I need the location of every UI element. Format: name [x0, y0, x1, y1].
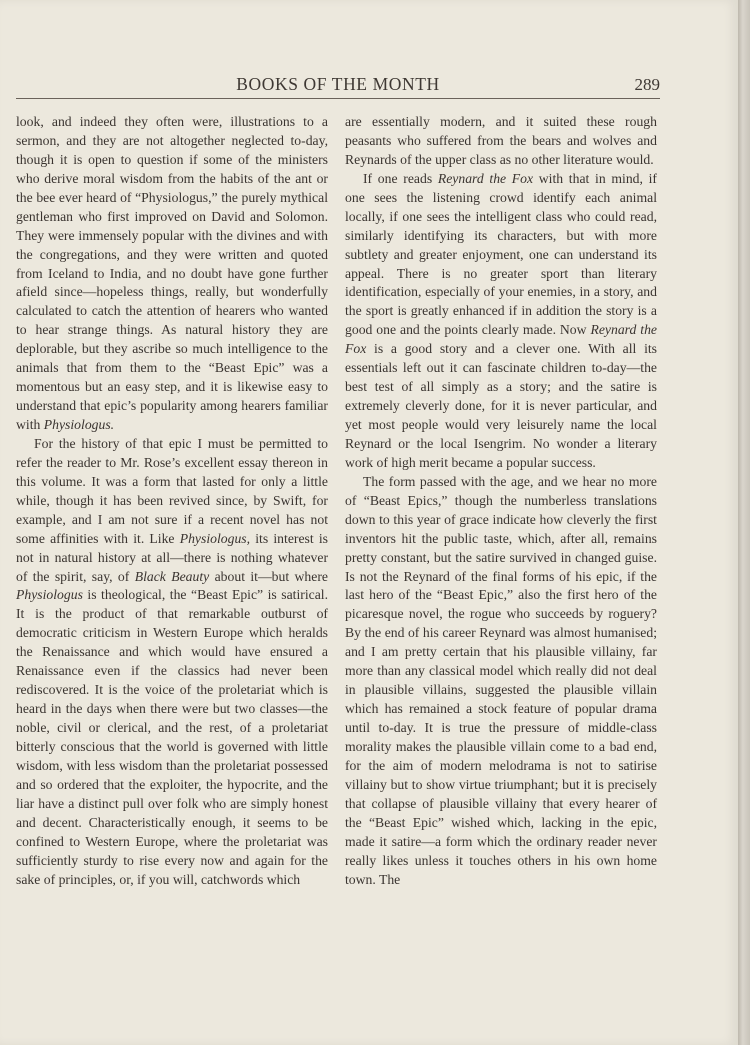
- right-column: [345, 113, 657, 889]
- text-run: its interest is not in natural history at all—there is nothing whatever of the spirit, say, of: [16, 530, 328, 584]
- italic-title: Black Beauty: [134, 568, 210, 584]
- text-run: look, and indeed they often were, illustrations to a sermon, and they are not altogether neglected to-day, though it is open to question if some of the ministers who derive moral wisdom from the habits of the ant or the bee ever heard of “Physiologus,” the purely mythical gentleman who first improved on David and Solomon. They were immensely popular with the divines and with the congregations, and they were written and quoted from Iceland to India, and no doubt have gone further afield since—hopeless things, really, but wonderfully calculated to catch the attention of hearers who wanted to hear strange things. As natural history they are deplorable, but they ascribe so much intelligence to the animals that from them to the “Beast Epic” was a momentous but an easy step, and it is likewise easy to understand that epic’s popularity among hearers familiar with: [16, 114, 328, 432]
- running-title: BOOKS OF THE MONTH: [236, 74, 440, 94]
- paragraph: [345, 473, 657, 890]
- paragraph: [16, 113, 328, 435]
- italic-title: Physiologus,: [179, 530, 251, 546]
- text-run: For the history of that epic I must be permitted to refer the reader to Mr. Rose’s excellent essay thereon in this volume. It was a form that lasted for only a little while, though it has been revived since, by Swift, for example, and I am not sure if a recent novel has not some affinities with it. Like: [16, 435, 328, 546]
- paragraph: [16, 435, 328, 890]
- text-run: is theological, the “Beast Epic” is satirical. It is the product of that remarkable outburst of democratic criticism in Western Europe which heralds the Renaissance and which would have ensured a Renaissance even if the classics had never been rediscovered. It is the voice of the proletariat which is heard in the days when there were but two classes—the noble, civil or clerical, and the rest, of a proletariat bitterly conscious that the world is governed with little wisdom, with less wisdom than the proletariat possessed and so ordered that the exploiter, the hypocrite, and the liar have a distinct pull over folk who are simply honest and decent. Characteristically enough, it seems to be confined to Western Europe, where the proletariat was sufficiently sturdy to rise every now and again for the sake of principles, or, if you will, catchwords which: [16, 587, 328, 887]
- text-run: with that in mind, if one sees the listening crowd identify each animal locally, if one sees the intelligent class who could read, similarly identifying its characters, but with more subtlety and greater enjoyment, one can understand its appeal. There is no greater sport than literary identification, especially of your enemies, in a story, and the sport is greatly enhanced if in addition the story is a good one and the points clearly made. Now: [345, 170, 657, 338]
- page-edge: [738, 0, 750, 1045]
- italic-title: Reynard the Fox: [345, 322, 657, 357]
- text-run: about it—but where: [209, 568, 328, 584]
- italic-title: Reynard the Fox: [437, 170, 534, 186]
- left-column: [16, 113, 328, 889]
- paragraph: [345, 113, 657, 170]
- italic-title: Physiologus.: [43, 417, 115, 432]
- text-run: is a good story and a clever one. With all its essentials left out it can fascinate children to-day—the best test of all simply as a story; and the satire is extremely cleverly done, for it is never particular, and yet most people would very leisurely name the local Reynard or the local Isengrim. No wonder a literary work of high merit became a popular success.: [345, 341, 657, 470]
- italic-title: Physiologus: [16, 587, 83, 603]
- page-number: 289: [634, 75, 660, 94]
- text-run: The form passed with the age, and we hear no more of “Beast Epics,” though the numberless translations down to this year of grace indicate how cleverly the first inventors hit the public taste, which, after all, remains pretty constant, but the satire survived in changed guise. Is not the Reynard of the final forms of his epic, if the last hero of the “Beast Epic,” also the first hero of the picaresque novel, the rogue who succeeds by roguery? By the end of his career Reynard was almost humanised; and I am pretty certain that his plausible villainy, far more than any classical model which really did not deal in plausible villains, suggested the plausible villain which has remained a stock feature of popular drama until to-day. It is true the pressure of middle-class morality makes the plausible villain come to a bad end, for the aim of modern melodrama is not to satirise villainy but to show virtue triumphant; but it is precisely that collapse of plausible villainy that every hearer of the “Beast Epic” wished which, lacking in the epic, made it satire—a form which the ordinary reader never really likes unless it touches others in his own home town. The: [345, 473, 657, 887]
- text-run: are essentially modern, and it suited these rough peasants who suffered from the bears and wolves and Reynards of the upper class as no other literature would.: [345, 114, 657, 167]
- paragraph: [345, 170, 657, 473]
- running-header: [16, 72, 660, 99]
- text-run: If one reads: [363, 170, 438, 186]
